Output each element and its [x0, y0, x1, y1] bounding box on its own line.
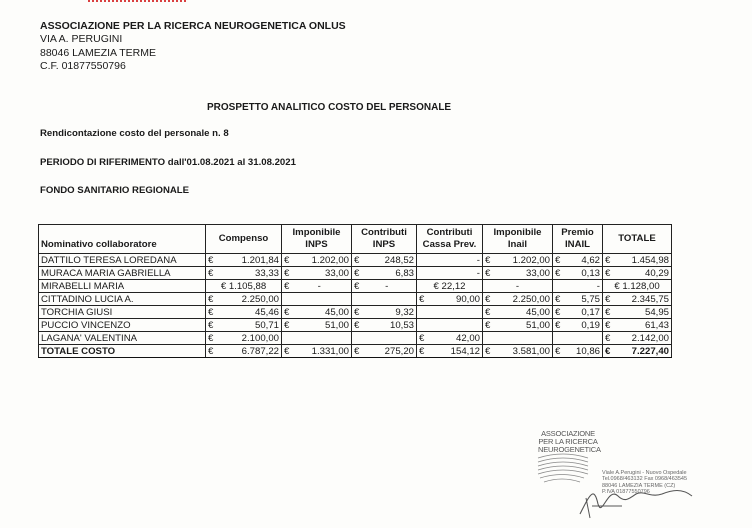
cell-total-contributi-inps: € 275,20 — [352, 345, 417, 358]
cell-imponibile-inps — [282, 293, 352, 306]
cell-name: PUCCIO VINCENZO — [39, 319, 206, 332]
cell-total-imponibile-inail: € 3.581,00 — [483, 345, 553, 358]
cell-imponibile-inps: € 33,00 — [282, 267, 352, 280]
table-row — [39, 319, 672, 332]
cell-total-contributi-cassa: € 154,12 — [417, 345, 483, 358]
cell-totale: € 61,43 — [603, 319, 672, 332]
personnel-cost-table — [38, 224, 672, 358]
cell-imponibile-inps: € - — [282, 280, 352, 293]
cell-contributi-inps: € 10,53 — [352, 319, 417, 332]
col-header-totale: TOTALE — [603, 225, 672, 254]
cell-imponibile-inps — [282, 332, 352, 345]
cell-total-imponibile-inps: € 1.331,00 — [282, 345, 352, 358]
cell-premio-inail: € 0,19 — [553, 319, 603, 332]
org-cf: C.F. 01877550796 — [40, 60, 126, 73]
cell-totale: € 1.454,98 — [603, 254, 672, 267]
cell-name: MIRABELLI MARIA — [39, 280, 206, 293]
cell-premio-inail: - — [553, 280, 603, 293]
cell-imponibile-inail — [483, 332, 553, 345]
col-header-compenso: Compenso — [206, 225, 282, 254]
cell-compenso: € 1.105,88 — [206, 280, 282, 293]
cell-compenso: € 1.201,84 — [206, 254, 282, 267]
cell-contributi-cassa — [417, 319, 483, 332]
cell-contributi-inps: € 9,32 — [352, 306, 417, 319]
cell-compenso: € 45,46 — [206, 306, 282, 319]
table-header-row — [39, 225, 672, 254]
cell-compenso: € 2.250,00 — [206, 293, 282, 306]
cell-contributi-cassa: € 90,00 — [417, 293, 483, 306]
col-header-premio-inail: Premio INAIL — [553, 225, 603, 254]
periodo-line: PERIODO DI RIFERIMENTO dall'01.08.2021 al 31.08.2021 — [40, 157, 296, 168]
org-name: ASSOCIAZIONE PER LA RICERCA NEUROGENETICA ONLUS — [40, 20, 346, 32]
letterhead — [40, 20, 346, 74]
cell-imponibile-inps: € 1.202,00 — [282, 254, 352, 267]
cell-premio-inail — [553, 332, 603, 345]
cell-name: CITTADINO LUCIA A. — [39, 293, 206, 306]
col-header-contributi-cassa: Contributi Cassa Prev. — [417, 225, 483, 254]
org-address: VIA A. PERUGINI — [40, 33, 123, 46]
cell-contributi-cassa: € 22,12 — [417, 280, 483, 293]
col-header-imponibile-inail: Imponibile Inail — [483, 225, 553, 254]
col-header-imponibile-inps: Imponibile INPS — [282, 225, 352, 254]
cell-premio-inail: € 0,17 — [553, 306, 603, 319]
cell-compenso: € 50,71 — [206, 319, 282, 332]
cell-premio-inail: € 4,62 — [553, 254, 603, 267]
cell-contributi-inps — [352, 293, 417, 306]
cell-compenso: € 33,33 — [206, 267, 282, 280]
cell-premio-inail: € 5,75 — [553, 293, 603, 306]
cell-contributi-inps: € - — [352, 280, 417, 293]
table-row — [39, 293, 672, 306]
cell-name: MURACA MARIA GABRIELLA — [39, 267, 206, 280]
cell-imponibile-inps: € 51,00 — [282, 319, 352, 332]
cell-imponibile-inail: € 51,00 — [483, 319, 553, 332]
org-city: 88046 LAMEZIA TERME — [40, 46, 156, 59]
rendicontazione-line: Rendicontazione costo del personale n. 8 — [40, 128, 229, 139]
cell-name: TORCHIA GIUSI — [39, 306, 206, 319]
cell-imponibile-inail: € 2.250,00 — [483, 293, 553, 306]
cell-totale: € 54,95 — [603, 306, 672, 319]
cell-contributi-cassa: - — [417, 254, 483, 267]
association-stamp — [530, 428, 720, 524]
cell-contributi-cassa — [417, 306, 483, 319]
cell-imponibile-inps: € 45,00 — [282, 306, 352, 319]
stamp-address: Viale A.Perugini - Nuovo Ospedale Tel.0968/463132 Fax 0968/463545 88046 LAMEZIA TERME (CZ) P.IVA 01877550796 — [602, 470, 688, 496]
cell-contributi-inps: € 6,83 — [352, 267, 417, 280]
cell-name: LAGANA' VALENTINA — [39, 332, 206, 345]
cell-total-totale: € 7.227,40 — [603, 345, 672, 358]
col-header-name: Nominativo collaboratore — [39, 225, 206, 254]
document-title: PROSPETTO ANALITICO COSTO DEL PERSONALE — [207, 102, 452, 113]
table-row — [39, 267, 672, 280]
cell-totale: € 2.345,75 — [603, 293, 672, 306]
col-header-contributi-inps: Contributi INPS — [352, 225, 417, 254]
table-total-row — [39, 345, 672, 358]
cell-contributi-inps: € 248,52 — [352, 254, 417, 267]
cell-premio-inail: € 0,13 — [553, 267, 603, 280]
cell-imponibile-inail: - — [483, 280, 553, 293]
table-row — [39, 254, 672, 267]
cell-total-compenso: € 6.787,22 — [206, 345, 282, 358]
cell-totale: € 1.128,00 — [603, 280, 672, 293]
cell-imponibile-inail: € 1.202,00 — [483, 254, 553, 267]
cell-total-premio-inail: € 10,86 — [553, 345, 603, 358]
fondo-line: FONDO SANITARIO REGIONALE — [40, 185, 190, 196]
red-dotted-mark — [88, 0, 186, 5]
table-row — [39, 280, 672, 293]
cell-totale: € 40,29 — [603, 267, 672, 280]
cell-contributi-inps — [352, 332, 417, 345]
table-row — [39, 306, 672, 319]
cell-total-label: TOTALE COSTO — [39, 345, 206, 358]
cell-name: DATTILO TERESA LOREDANA — [39, 254, 206, 267]
cell-imponibile-inail: € 45,00 — [483, 306, 553, 319]
table-row — [39, 332, 672, 345]
cell-totale: € 2.142,00 — [603, 332, 672, 345]
cell-contributi-cassa: € 42,00 — [417, 332, 483, 345]
stamp-org-name: ASSOCIAZIONE PER LA RICERCA NEUROGENETICA — [538, 429, 601, 454]
cell-contributi-cassa: - — [417, 267, 483, 280]
cell-imponibile-inail: € 33,00 — [483, 267, 553, 280]
cell-compenso: € 2.100,00 — [206, 332, 282, 345]
